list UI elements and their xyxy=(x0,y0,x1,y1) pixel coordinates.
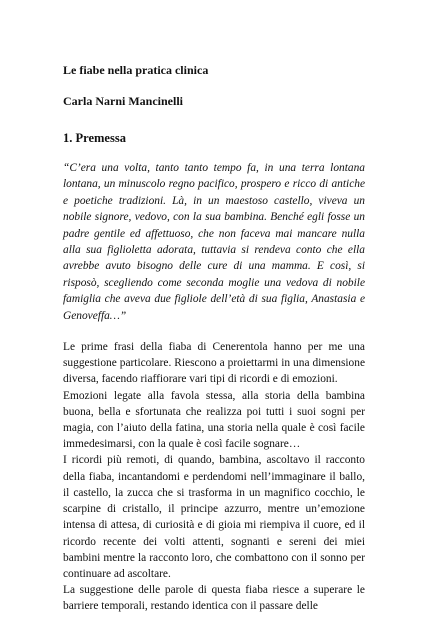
document-page xyxy=(63,63,365,615)
opening-quote: “C’era una volta, tanto tanto tempo fa, in una terra lontana lontana, un minuscolo regno pacifico, prospero e ricco di antiche e poetiche tradizioni. Là, in un maestoso castello, viveva un nobile signore, vedovo, con la sua bambina. Benché egli fosse un padre gentile ed affettuoso, che non faceva mai mancare nulla alla sua figlioletta adorata, tuttavia si rendeva conto che ella avrebbe avuto bisogno delle cure di una mamma. E così, si risposò, scegliendo come seconda moglie una vedova di nobile famiglia che aveva due figliole dell’età di sua figlia, Anastasia e Genoveffa…” xyxy=(63,162,365,322)
section-heading: 1. Premessa xyxy=(63,131,126,145)
body-paragraph: Emozioni legate alla favola stessa, alla storia della bambina buona, bella e sfortunata che realizza poi tutti i suoi sogni per magia, con l’aiuto della fatina, una storia nella quale è così facile immedesimarsi, con la quale è così facile sognare… xyxy=(63,389,365,451)
body-paragraph: La suggestione delle parole di questa fiaba riesce a superare le barriere temporali, restando identica con il passare delle xyxy=(63,584,365,613)
document-title: Le fiabe nella pratica clinica xyxy=(63,63,209,77)
document-author: Carla Narni Mancinelli xyxy=(63,94,183,108)
body-paragraph: I ricordi più remoti, di quando, bambina, ascoltavo il racconto della fiaba, incantandomi e perdendomi nell’immaginare il ballo, il castello, la zucca che si trasforma in un magnifico cocchio, le scarpine di cristallo, il principe azzurro, mentre un’emozione intensa di attesa, di curiosità e di gioia mi riempiva il cuore, ed il ricordo recente dei volti attenti, sognanti e sereni dei miei bambini mentre la racconto loro, che combattono con il sonno per continuare ad ascoltare. xyxy=(63,454,365,580)
body-paragraph: Le prime frasi della fiaba di Cenerentola hanno per me una suggestione particolare. Riescono a proiettarmi in una dimensione diversa, facendo riaffiorare vari tipi di ricordi e di emozioni. xyxy=(63,341,365,386)
